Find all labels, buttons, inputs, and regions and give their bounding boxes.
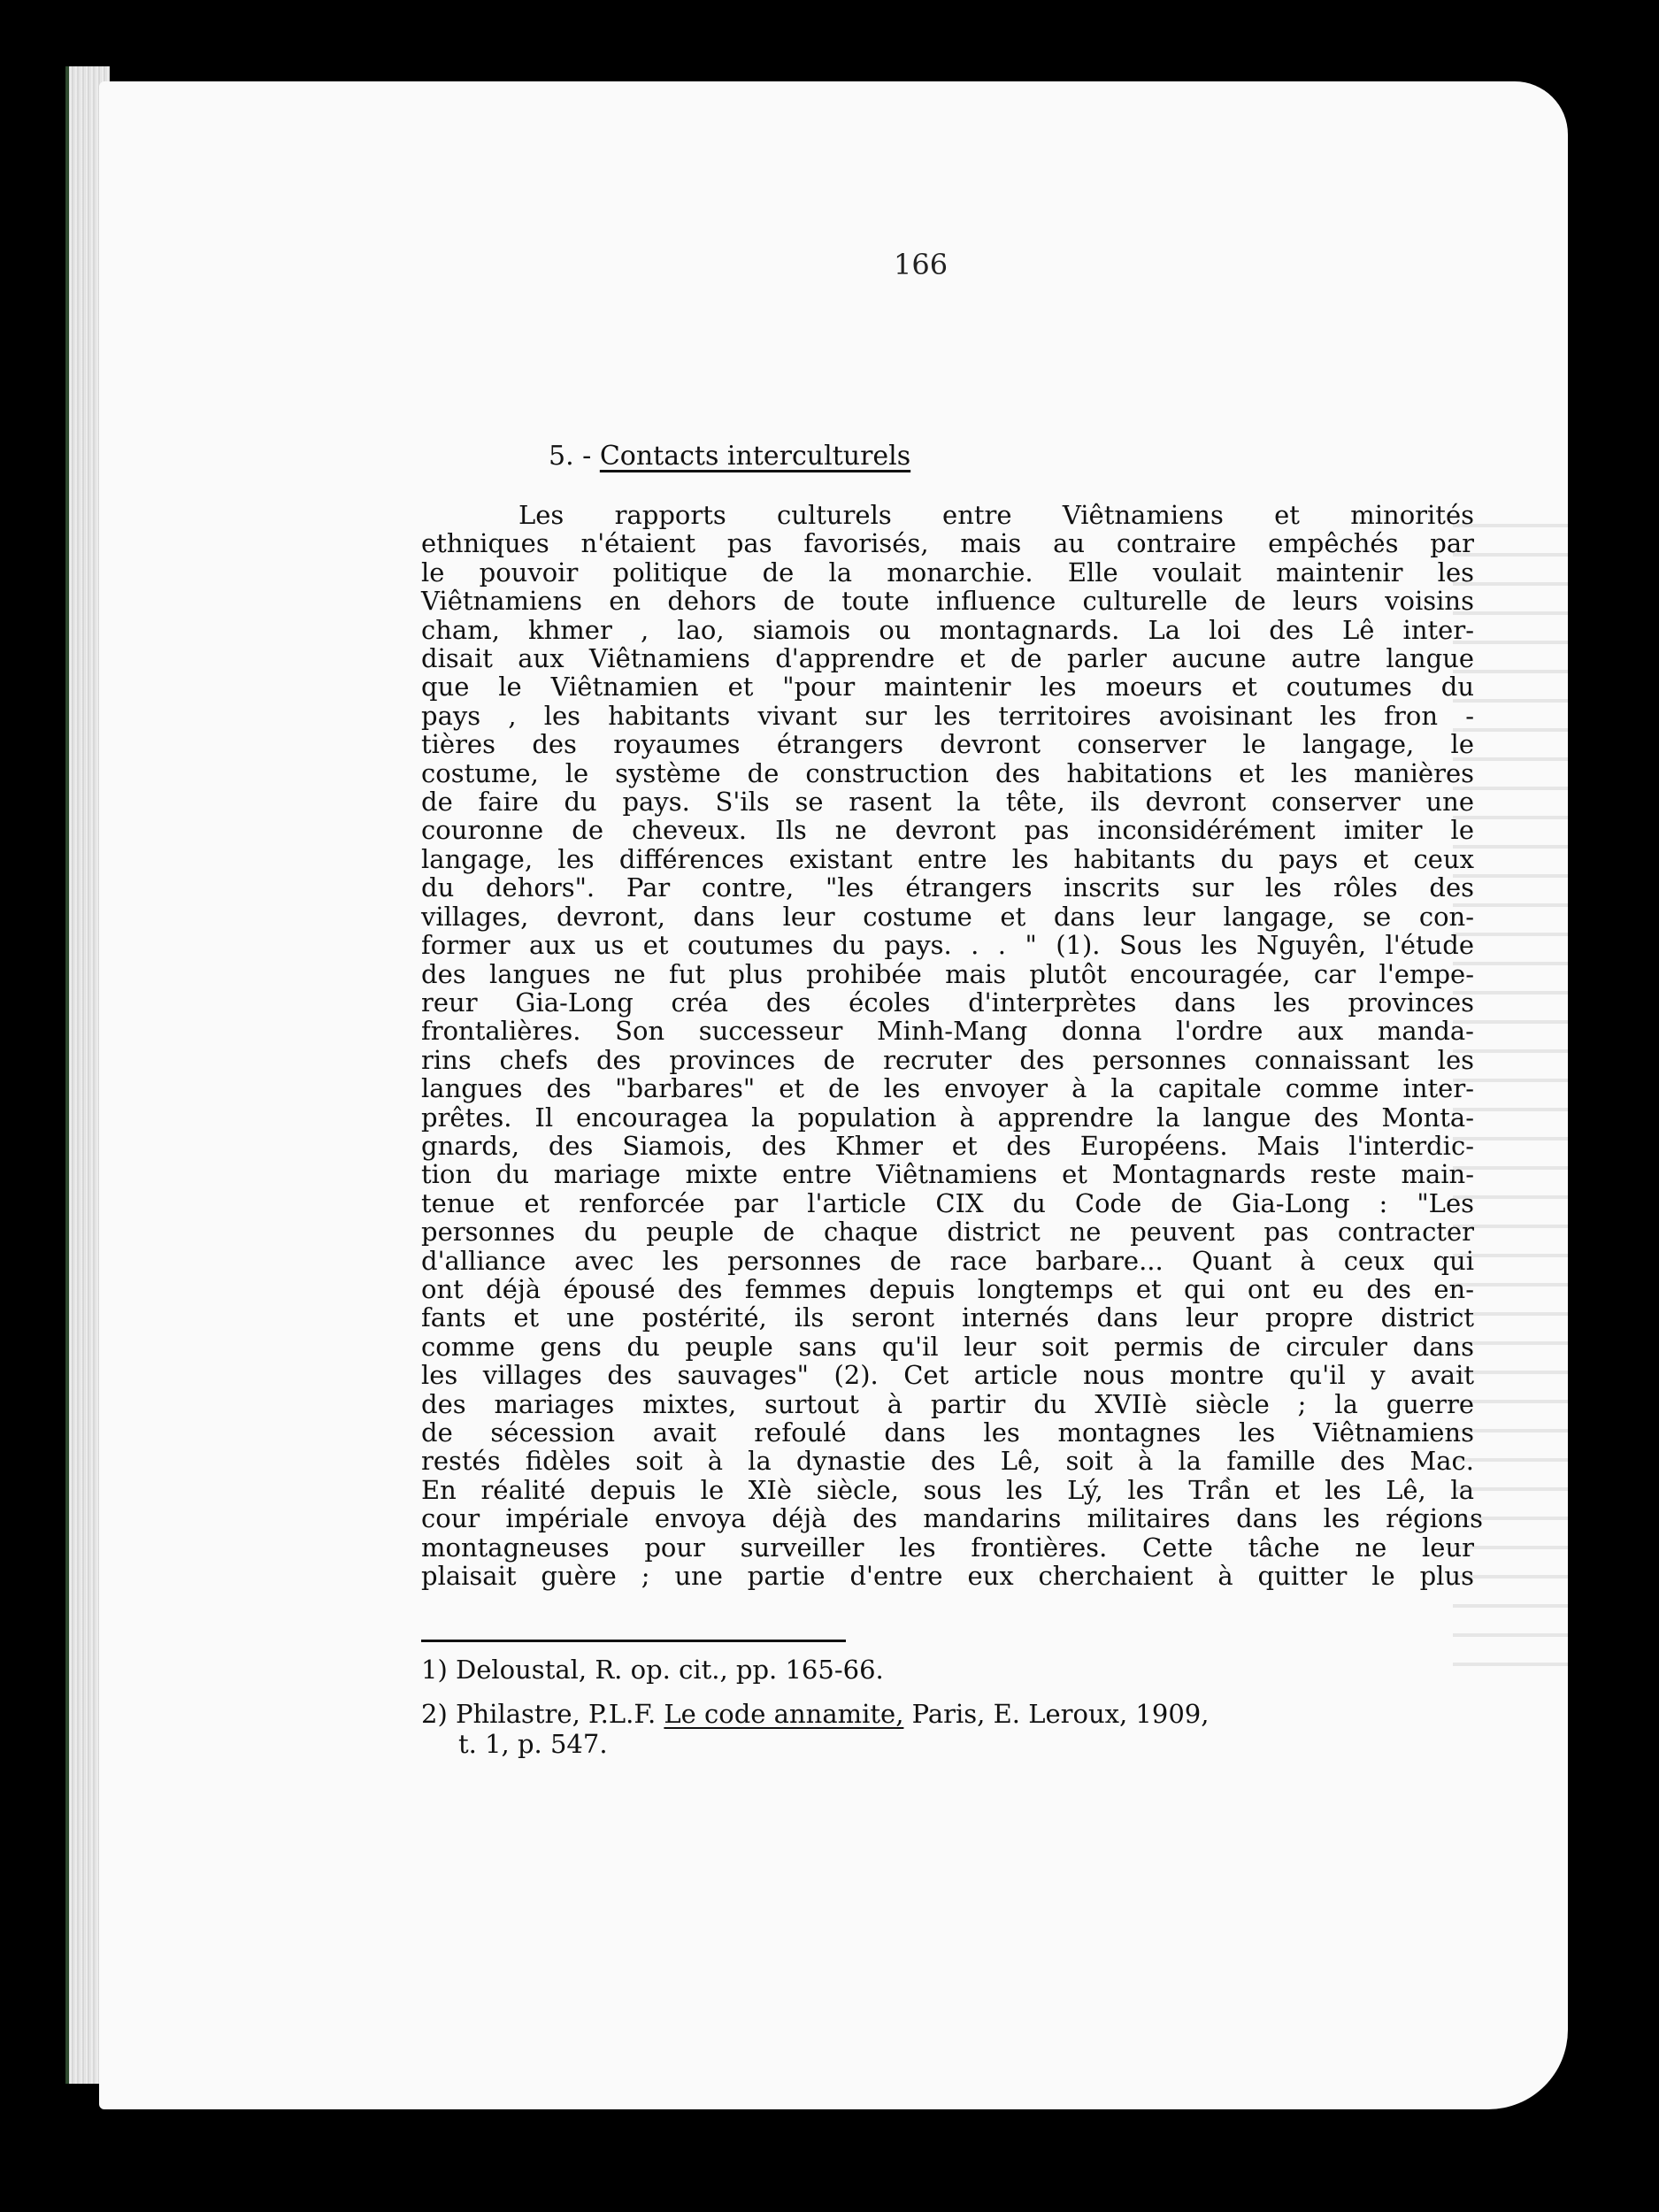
footnote-rule [421,1640,846,1642]
bleed-through-text [1453,524,1612,1674]
page-number: 166 [894,248,949,281]
body-paragraph [421,500,1483,1592]
text-line: que le Viêtnamien et "pour maintenir les moeurs et coutumes du [421,672,1474,703]
text-line: costume, le système de construction des habitations et les manières [421,757,1474,788]
footnote-2 [421,1699,1209,1759]
text-line: des mariages mixtes, surtout à partir du XVIIè siècle ; la guerre [421,1388,1474,1419]
text-line: langues des "barbares" et de les envoyer à la capitale comme inter- [421,1073,1474,1104]
text-line: rins chefs des provinces de recruter des personnes connaissant les [421,1044,1474,1075]
text-line: tenue et renforcée par l'article CIX du Code de Gia-Long : "Les [421,1187,1474,1218]
footnote-marker: 1) [421,1655,448,1685]
text-line: le pouvoir politique de la monarchie. Elle voulait maintenir les [421,557,1474,588]
text-line: En réalité depuis le XIè siècle, sous les Lý, les Trần et les Lê, la [421,1474,1474,1505]
footnote-1 [421,1655,1209,1685]
text-line: de faire du pays. S'ils se rasent la tête, ils devront conserver une [421,787,1474,818]
text-line: tières des royaumes étrangers devront conserver le langage, le [421,729,1474,760]
text-line: montagneuses pour surveiller les frontières. Cette tâche ne leur [421,1532,1474,1563]
text-line: cour impériale envoya déjà des mandarins militaires dans les régions [421,1503,1483,1534]
text-line: ethniques n'étaient pas favorisés, mais au contraire empêchés par [421,528,1474,559]
text-line: des langues ne fut plus prohibée mais plutôt encouragée, car l'empe- [421,958,1474,989]
footnote-text: Deloustal, R. op. cit., pp. 165-66. [455,1655,884,1685]
footnote-marker: 2) [421,1699,448,1729]
section-number: 5. - [549,441,592,472]
text-line: fants et une postérité, ils seront internés dans leur propre district [421,1302,1474,1333]
text-line: frontalières. Son successeur Minh-Mang donna l'ordre aux manda- [421,1016,1474,1047]
text-line: former aux us et coutumes du pays. . . " (1). Sous les Nguyên, l'étude [421,930,1474,961]
section-title: Contacts interculturels [599,441,911,472]
footnote-book-title: Le code annamite, [664,1699,904,1729]
text-line: restés fidèles soit à la dynastie des Lê, soit à la famille des Mac. [421,1446,1474,1477]
text-line: pays , les habitants vivant sur les territoires avoisinant les fron - [421,700,1474,731]
text-line: ont déjà épousé des femmes depuis longtemps et qui ont eu des en- [421,1273,1474,1304]
text-line: prêtes. Il encouragea la population à apprendre la langue des Monta- [421,1102,1474,1133]
text-line: cham, khmer , lao, siamois ou montagnards. La loi des Lê inter- [421,614,1474,645]
text-line: du dehors". Par contre, "les étrangers inscrits sur les rôles des [421,872,1474,903]
text-line: personnes du peuple de chaque district ne peuvent pas contracter [421,1217,1474,1248]
text-line: les villages des sauvages" (2). Cet article nous montre qu'il y avait [421,1360,1474,1391]
text-line: tion du mariage mixte entre Viêtnamiens et Montagnards reste main- [421,1159,1474,1190]
text-line: de sécession avait refoulé dans les montagnes les Viêtnamiens [421,1417,1474,1448]
text-line: comme gens du peuple sans qu'il leur soit permis de circuler dans [421,1331,1474,1362]
text-line: langage, les différences existant entre les habitants du pays et ceux [421,843,1474,874]
footnote-continuation: t. 1, p. 547. [458,1729,608,1759]
text-line: Les rapports culturels entre Viêtnamiens et minorités [518,500,1474,530]
text-line: gnards, des Siamois, des Khmer et des Européens. Mais l'interdic- [421,1130,1474,1161]
text-line: d'alliance avec les personnes de race barbare... Quant à ceux qui [421,1245,1474,1276]
text-line: plaisait guère ; une partie d'entre eux cherchaient à quitter le plus [421,1561,1474,1592]
footnote-author: Philastre, P.L.F. [455,1699,657,1729]
footnote-publisher: Paris, E. Leroux, 1909, [911,1699,1210,1729]
text-line: Viêtnamiens en dehors de toute influence culturelle de leurs voisins [421,586,1474,617]
text-line: villages, devront, dans leur costume et dans leur langage, se con- [421,901,1474,932]
text-line: couronne de cheveux. Ils ne devront pas inconsidérément imiter le [421,815,1474,846]
text-line: reur Gia-Long créa des écoles d'interprètes dans les provinces [421,987,1474,1018]
text-line: disait aux Viêtnamiens d'apprendre et de parler aucune autre langue [421,643,1474,674]
section-heading [549,441,910,472]
footnotes [421,1655,1209,1773]
